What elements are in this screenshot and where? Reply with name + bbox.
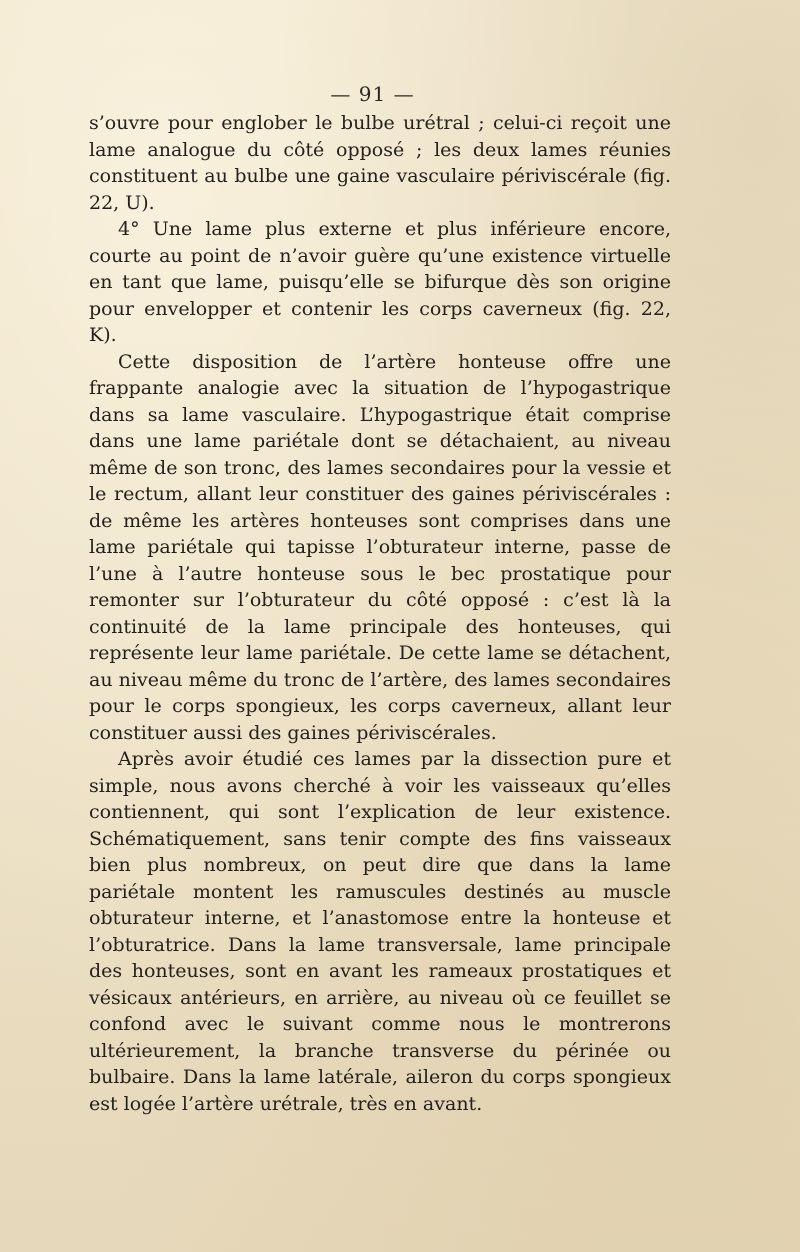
- paragraph: s’ouvre pour englober le bulbe urétral ; celui-ci reçoit une lame analogue du côté opposé ; les deux lames réunies constituent au bulbe une gaine vasculaire périviscérale (fig. 22, U).: [89, 112, 671, 214]
- page-number: — 91 —: [330, 82, 415, 106]
- body-text: [89, 110, 671, 1117]
- paragraph: Cette disposition de l’artère honteuse offre une frappante analogie avec la situation de l’hypogastrique dans sa lame vasculaire. L’hypogastrique était comprise dans une lame pariétale dont se détachaient, au niveau même de son tronc, des lames secondaires pour la vessie et le rectum, allant leur constituer des gaines périviscérales : de même les artères honteuses sont comprises dans une lame pariétale qui tapisse l’obturateur interne, passe de l’une à l’autre honteuse sous le bec prostatique pour remonter sur l’obturateur du côté opposé : c’est là la continuité de la lame principale des honteuses, qui représente leur lame pariétale. De cette lame se détachent, au niveau même du tronc de l’artère, des lames secondaires pour le corps spongieux, les corps caverneux, allant leur constituer aussi des gaines périviscérales.: [89, 350, 671, 744]
- paragraph: Après avoir étudié ces lames par la dissection pure et simple, nous avons cherché à voir les vaisseaux qu’elles contiennent, qui sont l’explication de leur existence. Schématiquement, sans tenir compte des fins vaisseaux bien plus nombreux, on peut dire que dans la lame pariétale montent les ramuscules destinés au muscle obturateur interne, et l’anastomose entre la honteuse et l’obturatrice. Dans la lame transversale, lame principale des honteuses, sont en avant les rameaux prostatiques et vésicaux antérieurs, en arrière, au niveau où ce feuillet se confond avec le suivant comme nous le montrerons ultérieurement, la branche transverse du périnée ou bulbaire. Dans la lame latérale, aileron du corps spongieux est logée l’artère urétrale, très en avant.: [89, 748, 671, 1115]
- paragraph: 4° Une lame plus externe et plus inférieure encore, courte au point de n’avoir guère qu’une existence virtuelle en tant que lame, puisqu’elle se bifurque dès son origine pour envelopper et contenir les corps caverneux (fig. 22, K).: [89, 218, 671, 346]
